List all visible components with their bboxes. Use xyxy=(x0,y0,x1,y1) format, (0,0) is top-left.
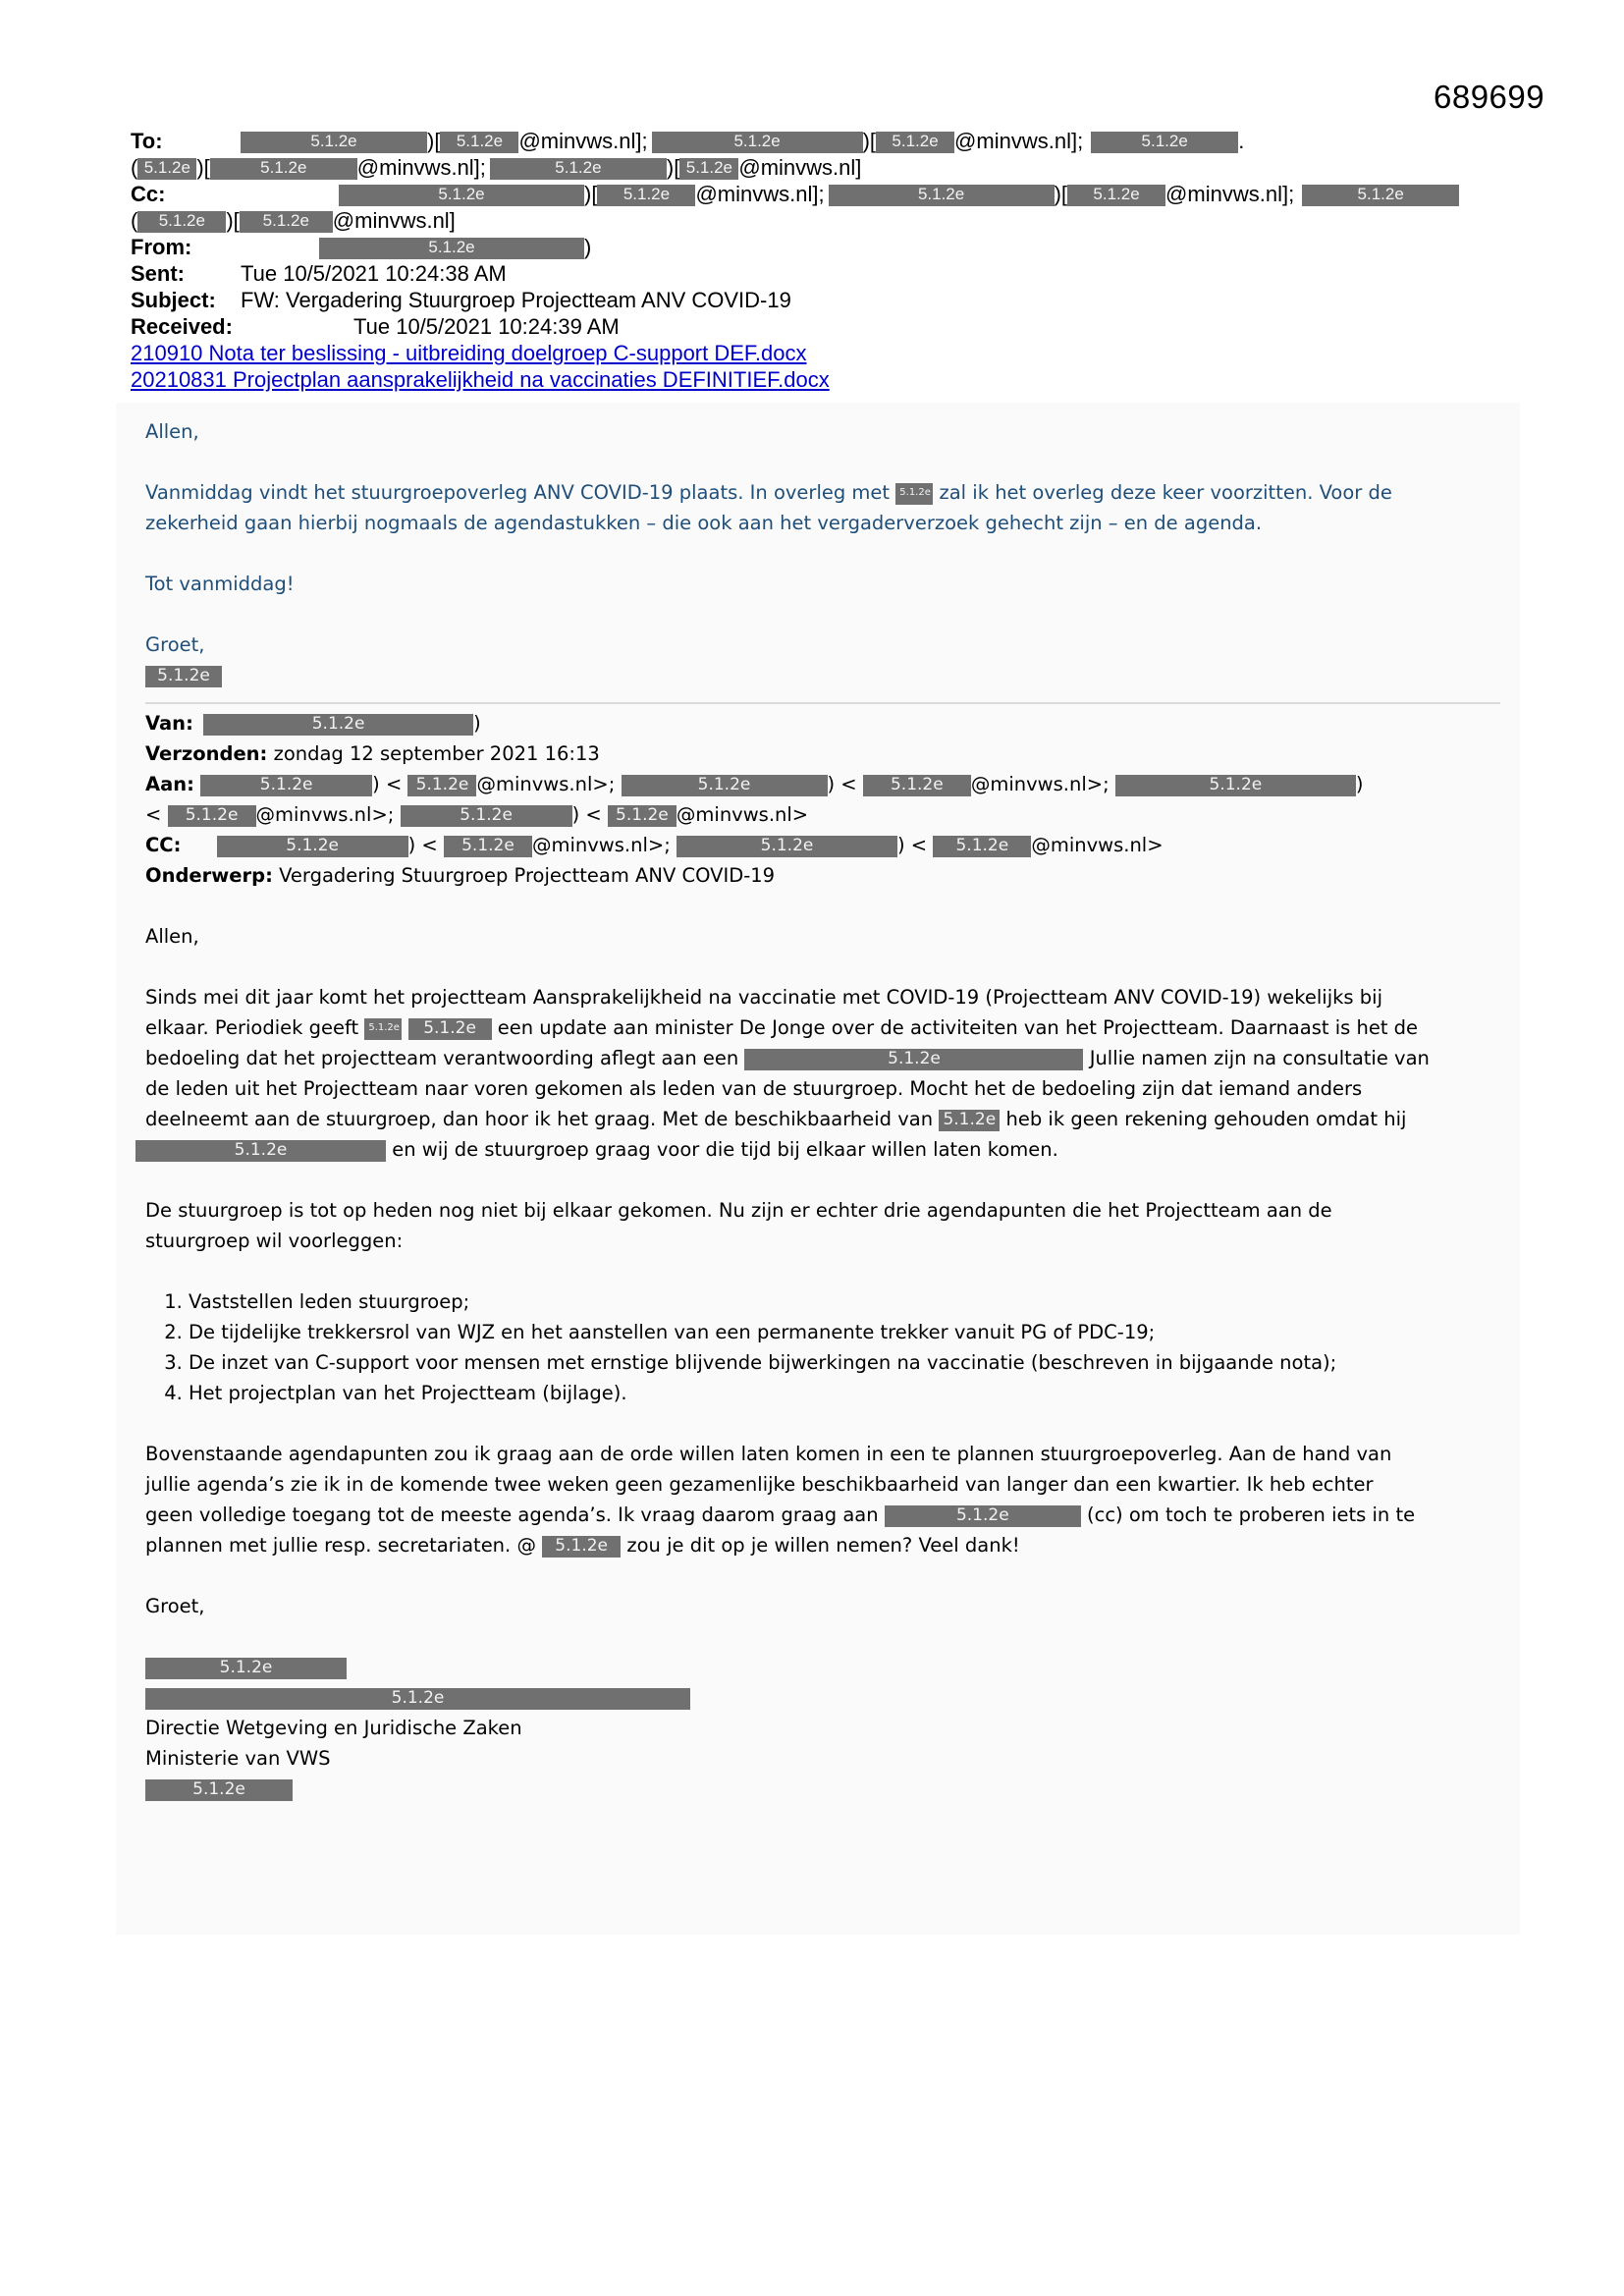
regards: Groet, xyxy=(145,1595,205,1617)
redaction: 5.1.2e xyxy=(622,775,828,796)
email-domain: @minvws.nl] xyxy=(738,155,862,180)
redaction: 5.1.2e xyxy=(876,132,954,153)
redaction: 5.1.2e xyxy=(203,714,473,736)
email-domain: @minvws.nl> xyxy=(1031,834,1164,856)
onderwerp-value: Vergadering Stuurgroep Projectteam ANV COVID-19 xyxy=(279,864,776,887)
redaction: 5.1.2e xyxy=(401,805,572,827)
list-item: 1. Vaststellen leden stuurgroep; xyxy=(189,1286,1500,1317)
agenda-list xyxy=(145,1286,1500,1408)
paragraph-text: zal ik het overleg deze keer voorzitten. Voor de xyxy=(939,481,1392,504)
onderwerp-label: Onderwerp: xyxy=(145,864,273,887)
redaction: 5.1.2e xyxy=(444,836,532,857)
paragraph-text: jullie agenda’s zie ik in de komende twee weken geen gezamenlijke beschikbaarheid van langer dan een kwartier. Ik heb echter xyxy=(145,1473,1374,1496)
redaction: 5.1.2e xyxy=(145,666,222,687)
redaction: 5.1.2e xyxy=(933,836,1031,857)
redaction: 5.1.2e xyxy=(1302,185,1459,206)
paragraph-text: Sinds mei dit jaar komt het projectteam Aansprakelijkheid na vaccinatie met COVID-19 (Projectteam ANV COVID-19) wekelijks bij xyxy=(145,986,1382,1009)
received-value: Tue 10/5/2021 10:24:39 AM xyxy=(353,314,620,339)
redaction: 5.1.2e xyxy=(608,805,677,827)
list-item: 4. Het projectplan van het Projectteam (bijlage). xyxy=(189,1378,1500,1408)
paragraph-text: een update aan minister De Jonge over de activiteiten van het Projectteam. Daarnaast is het de xyxy=(497,1016,1419,1039)
email-domain: @minvws.nl]; xyxy=(518,129,648,153)
redaction: 5.1.2e xyxy=(939,1110,1000,1131)
separator xyxy=(145,702,1500,704)
subject-value: FW: Vergadering Stuurgroep Projectteam ANV COVID-19 xyxy=(241,288,791,312)
redaction: 5.1.2e xyxy=(829,185,1055,206)
verzonden-value: zondag 12 september 2021 16:13 xyxy=(273,742,600,765)
email-header: To: 5.1.2e )[ 5.1.2e @minvws.nl]; 5.1.2e )[ 5.1.2e @minvws.nl]; 5.1.2e . ( 5.1.2e )[ 5.1.2e @minvws.nl]; 5.1.2e )[ 5.1.2e @minvws.nl] Cc: 5.1.2e )[ 5.1.2e @minvws.nl]; 5.1.2e )[ 5.1.2e @minvws.nl]; 5.1.2e ( 5.1.2e )[ 5.1.2e @minvws.nl] From: 5.1.2e ) Sent: Tue 10/5/2021 10:24:38 AM Subject: FW: Vergadering Stuurgroep Projectteam ANV COVID-19 Received: Tue 10/5/2021 10:24:39 AM 210910 Nota ter beslissing - uitbreiding doelgroep C-support DEF.docx 20210831 Projectplan aansprakelijkheid na vaccinaties DEFINITIEF.docx xyxy=(131,128,1525,393)
paragraph-text: zekerheid gaan hierbij nogmaals de agendastukken – die ook aan het vergaderverzoek gehecht zijn – en de agenda. xyxy=(145,512,1263,534)
paragraph-text: Jullie namen zijn na consultatie van xyxy=(1089,1047,1430,1069)
van-label: Van: xyxy=(145,712,193,735)
redaction: 5.1.2e xyxy=(339,185,584,206)
redaction: 5.1.2e xyxy=(895,483,933,505)
paragraph-text: Vanmiddag vindt het stuurgroepoverleg ANV COVID-19 plaats. In overleg met xyxy=(145,481,891,504)
redaction: 5.1.2e xyxy=(440,132,518,153)
redaction: 5.1.2e xyxy=(1067,185,1165,206)
email-domain: @minvws.nl>; xyxy=(970,773,1110,795)
email-domain: @minvws.nl]; xyxy=(356,155,486,180)
cc-label: CC: xyxy=(145,834,182,856)
email-domain: @minvws.nl> xyxy=(676,803,809,826)
paragraph-text: bedoeling dat het projectteam verantwoording aflegt aan een xyxy=(145,1047,739,1069)
to-label: To: xyxy=(131,129,163,153)
email-domain: @minvws.nl>; xyxy=(255,803,395,826)
redaction: 5.1.2e xyxy=(241,132,427,153)
aan-label: Aan: xyxy=(145,773,194,795)
paragraph-text: Bovenstaande agendapunten zou ik graag aan de orde willen laten komen in een te plannen stuurgroepoverleg. Aan de hand van xyxy=(145,1443,1392,1465)
list-item: 2. De tijdelijke trekkersrol van WJZ en het aanstellen van een permanente trekker vanuit PG of PDC-19; xyxy=(189,1317,1500,1347)
redaction: 5.1.2e xyxy=(137,211,226,233)
email-domain: @minvws.nl>; xyxy=(476,773,616,795)
from-label: From: xyxy=(131,235,192,259)
paragraph-text: geen volledige toegang tot de meeste agenda’s. Ik vraag daarom graag aan xyxy=(145,1503,879,1526)
redaction: 5.1.2e xyxy=(597,185,695,206)
redaction: 5.1.2e xyxy=(200,775,372,796)
signature-title-redaction: 5.1.2e xyxy=(145,1688,690,1710)
email-domain: @minvws.nl]; xyxy=(695,182,825,206)
paragraph-text: De stuurgroep is tot op heden nog niet bij elkaar gekomen. Nu zijn er echter drie agendapunten die het Projectteam aan de xyxy=(145,1199,1332,1222)
redaction: 5.1.2e xyxy=(1091,132,1238,153)
redaction: 5.1.2e xyxy=(652,132,863,153)
redaction: 5.1.2e xyxy=(217,836,408,857)
redaction: 5.1.2e xyxy=(168,805,256,827)
paragraph-text: zou je dit op je willen nemen? Veel dank! xyxy=(626,1534,1020,1557)
paragraph-text: heb ik geen rekening gehouden omdat hij xyxy=(1005,1108,1407,1130)
subject-label: Subject: xyxy=(131,288,216,312)
greeting: Allen, xyxy=(145,420,199,443)
signature-department: Directie Wetgeving en Juridische Zaken xyxy=(145,1717,522,1739)
attachment-link-projectplan[interactable]: 20210831 Projectplan aansprakelijkheid na vaccinaties DEFINITIEF.docx xyxy=(131,367,830,392)
redaction: 5.1.2e xyxy=(137,158,196,180)
redaction: 5.1.2e xyxy=(1115,775,1356,796)
regards: Groet, xyxy=(145,633,205,656)
signature-name-redaction: 5.1.2e xyxy=(145,1658,347,1679)
redaction: 5.1.2e xyxy=(542,1536,621,1558)
greeting: Allen, xyxy=(145,925,199,948)
received-label: Received: xyxy=(131,314,233,339)
verzonden-label: Verzonden: xyxy=(145,742,268,765)
closing: Tot vanmiddag! xyxy=(145,573,295,595)
paragraph-text: en wij de stuurgroep graag voor die tijd bij elkaar willen laten komen. xyxy=(392,1138,1058,1161)
email-domain: @minvws.nl] xyxy=(332,208,456,233)
redaction: 5.1.2e xyxy=(407,775,476,796)
signature-contact-redaction: 5.1.2e xyxy=(145,1779,293,1801)
attachment-link-nota[interactable]: 210910 Nota ter beslissing - uitbreiding doelgroep C-support DEF.docx xyxy=(131,341,807,365)
document-id: 689699 xyxy=(1434,79,1545,115)
paragraph-text: (cc) om toch te proberen iets in te xyxy=(1087,1503,1416,1526)
redaction: 5.1.2e xyxy=(135,1140,386,1162)
redaction: 5.1.2e xyxy=(677,836,897,857)
list-item: 3. De inzet van C-support voor mensen met ernstige blijvende bijwerkingen na vaccinatie (beschreven in bijgaande nota); xyxy=(189,1347,1500,1378)
sent-value: Tue 10/5/2021 10:24:38 AM xyxy=(241,261,507,286)
email-domain: @minvws.nl>; xyxy=(531,834,671,856)
paragraph-text: stuurgroep wil voorleggen: xyxy=(145,1230,404,1252)
cc-label: Cc: xyxy=(131,182,166,206)
redaction: 5.1.2e xyxy=(744,1049,1083,1070)
paragraph-text: deelneemt aan de stuurgroep, dan hoor ik het graag. Met de beschikbaarheid van xyxy=(145,1108,934,1130)
email-domain: @minvws.nl]; xyxy=(1165,182,1295,206)
redaction: 5.1.2e xyxy=(863,775,971,796)
redaction: 5.1.2e xyxy=(319,238,584,259)
paragraph-text: de leden uit het Projectteam naar voren gekomen als leden van de stuurgroep. Mocht het de bedoeling zijn dat iemand anders xyxy=(145,1077,1363,1100)
paragraph-text: plannen met jullie resp. secretariaten. @ xyxy=(145,1534,536,1557)
redaction: 5.1.2e xyxy=(240,211,333,233)
redaction: 5.1.2e xyxy=(210,158,357,180)
redaction: 5.1.2e xyxy=(490,158,667,180)
message-body xyxy=(145,416,1500,1804)
redaction: 5.1.2e xyxy=(885,1505,1081,1527)
forwarded-message: Van: 5.1.2e ) Verzonden: zondag 12 september 2021 16:13 Aan: 5.1.2e ) < 5.1.2e @minvws.nl>; 5.1.2e ) < 5.1.2e @minvws.nl>; 5.1.2e ) < 5.1.2e @minvws.nl>; 5.1.2e ) < 5.1.2e @minvws.nl> CC: 5.1.2e ) < 5.1.2e @minvws.nl>; 5.1.2e ) < 5.1.2e @minvws.nl> Onderwerp: Vergadering Stuurgroep Projectteam ANV COVID-19 Allen, Sinds mei dit jaar komt het projectteam Aansprakelijkheid na vaccinatie met COVID-19 (Projectteam ANV COVID-19) wekelijks bij elkaar. Periodiek geeft 5.1.2e 5.1.2e een update aan minister De Jonge over de activiteiten van het Projectteam. Daarnaast is het de bedoeling dat het projectteam verantwoording aflegt aan een 5.1.2e Jullie namen zijn na consultatie van de leden uit het Projectteam naar voren gekomen als leden van de stuurgroep. Mocht het de bedoeling zijn dat iemand anders deelneemt aan de stuurgroep, dan hoor ik het graag. Met de beschikbaarheid van 5.1.2e heb ik geen rekening gehouden omdat hij 5.1.2e en wij de stuurgroep graag voor die tijd bij elkaar willen laten komen. De stuurgroep is tot op heden nog niet bij elkaar gekomen. Nu zijn er echter drie agendapunten die het Projectteam aan de stuurgroep wil voorleggen: 1. Vaststellen leden stuurgroep; 2. De tijdelijke trekkersrol van WJZ en het aanstellen van een permanente trekker vanuit PG of PDC-19; 3. De inzet van C-support voor mensen met ernstige blijvende bijwerkingen na vaccinatie (beschreven in bijgaande nota); 4. Het projectplan van het Projectteam (bijlage). Bovenstaande agendapunten zou ik graag aan de orde willen laten komen in een te plannen stuurgroepoverleg. Aan de hand van jullie agenda’s zie ik in de komende twee weken geen gezamenlijke beschikbaarheid van langer dan een kwartier. Ik heb echter geen volledige toegang tot de meeste agenda’s. Ik vraag daarom graag aan 5.1.2e (cc) om toch te proberen iets in te plannen met jullie resp. secretariaten. @ 5.1.2e zou je dit op je willen nemen? Veel dank! Groet, 5.1.2e 5.1.2e Directie Wetgeving en Juridische Zaken Ministerie van VWS 5.1.2e xyxy=(145,708,1500,1804)
signature-ministry: Ministerie van VWS xyxy=(145,1747,331,1770)
redaction: 5.1.2e xyxy=(364,1018,402,1040)
sent-label: Sent: xyxy=(131,261,185,286)
email-domain: @minvws.nl]; xyxy=(954,129,1084,153)
redaction: 5.1.2e xyxy=(408,1018,492,1040)
paragraph-text: elkaar. Periodiek geeft xyxy=(145,1016,359,1039)
redaction: 5.1.2e xyxy=(679,158,738,180)
